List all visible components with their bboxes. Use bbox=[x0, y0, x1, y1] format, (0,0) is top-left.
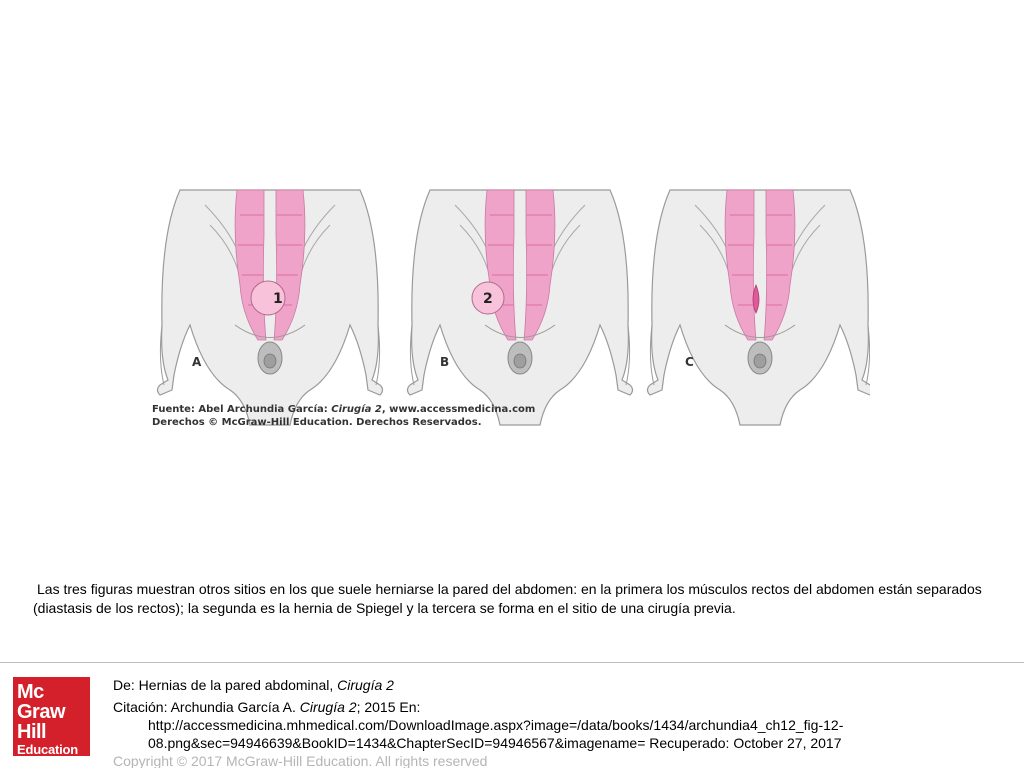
panel-label-a: A bbox=[192, 355, 202, 369]
hernia-number-2: 2 bbox=[483, 291, 493, 307]
figure-credit bbox=[152, 403, 535, 429]
hernia-number-1: 1 bbox=[273, 291, 283, 307]
copyright-notice: Copyright © 2017 McGraw-Hill Education. All rights reserved bbox=[113, 753, 488, 768]
figure-caption: Las tres figuras muestran otros sitios en los que suele herniarse la pared del abdomen: en la primera los músculos rectos del abdomen están separados (diastasis de los rectos); la segunda es la hernia de Spiegel y la tercera se forma en el sitio de una cirugía previa. bbox=[33, 581, 982, 616]
anatomical-figure bbox=[150, 160, 870, 435]
figure-illustration bbox=[150, 160, 870, 435]
credit-line-1: Fuente: Abel Archundia García: Cirugía 2, www.accessmedicina.com bbox=[152, 404, 536, 415]
citation-line: Citación: Archundia García A. Cirugía 2; 2015 En: bbox=[113, 699, 421, 715]
panel-c bbox=[648, 190, 871, 425]
panel-label-c: C bbox=[685, 355, 694, 369]
source-line: De: Hernias de la pared abdominal, Cirugía 2 bbox=[113, 677, 394, 693]
citation-url[interactable]: http://accessmedicina.mhmedical.com/DownloadImage.aspx?image=/data/books/1434/archundia4_ch12_fig-12-08.png&sec=94946639&BookID=1434&ChapterSecID=94946567&imagename= Recuperado: October 27, 2017 bbox=[148, 717, 844, 751]
panel-b bbox=[408, 190, 633, 425]
panel-label-b: B bbox=[440, 355, 450, 369]
mcgraw-hill-logo: Mc Graw Hill Education bbox=[13, 677, 90, 756]
panel-a bbox=[158, 190, 383, 425]
citation-block bbox=[113, 676, 1013, 768]
footer-divider bbox=[0, 662, 1024, 663]
credit-line-2: Derechos © McGraw-Hill Education. Derechos Reservados. bbox=[152, 417, 482, 428]
